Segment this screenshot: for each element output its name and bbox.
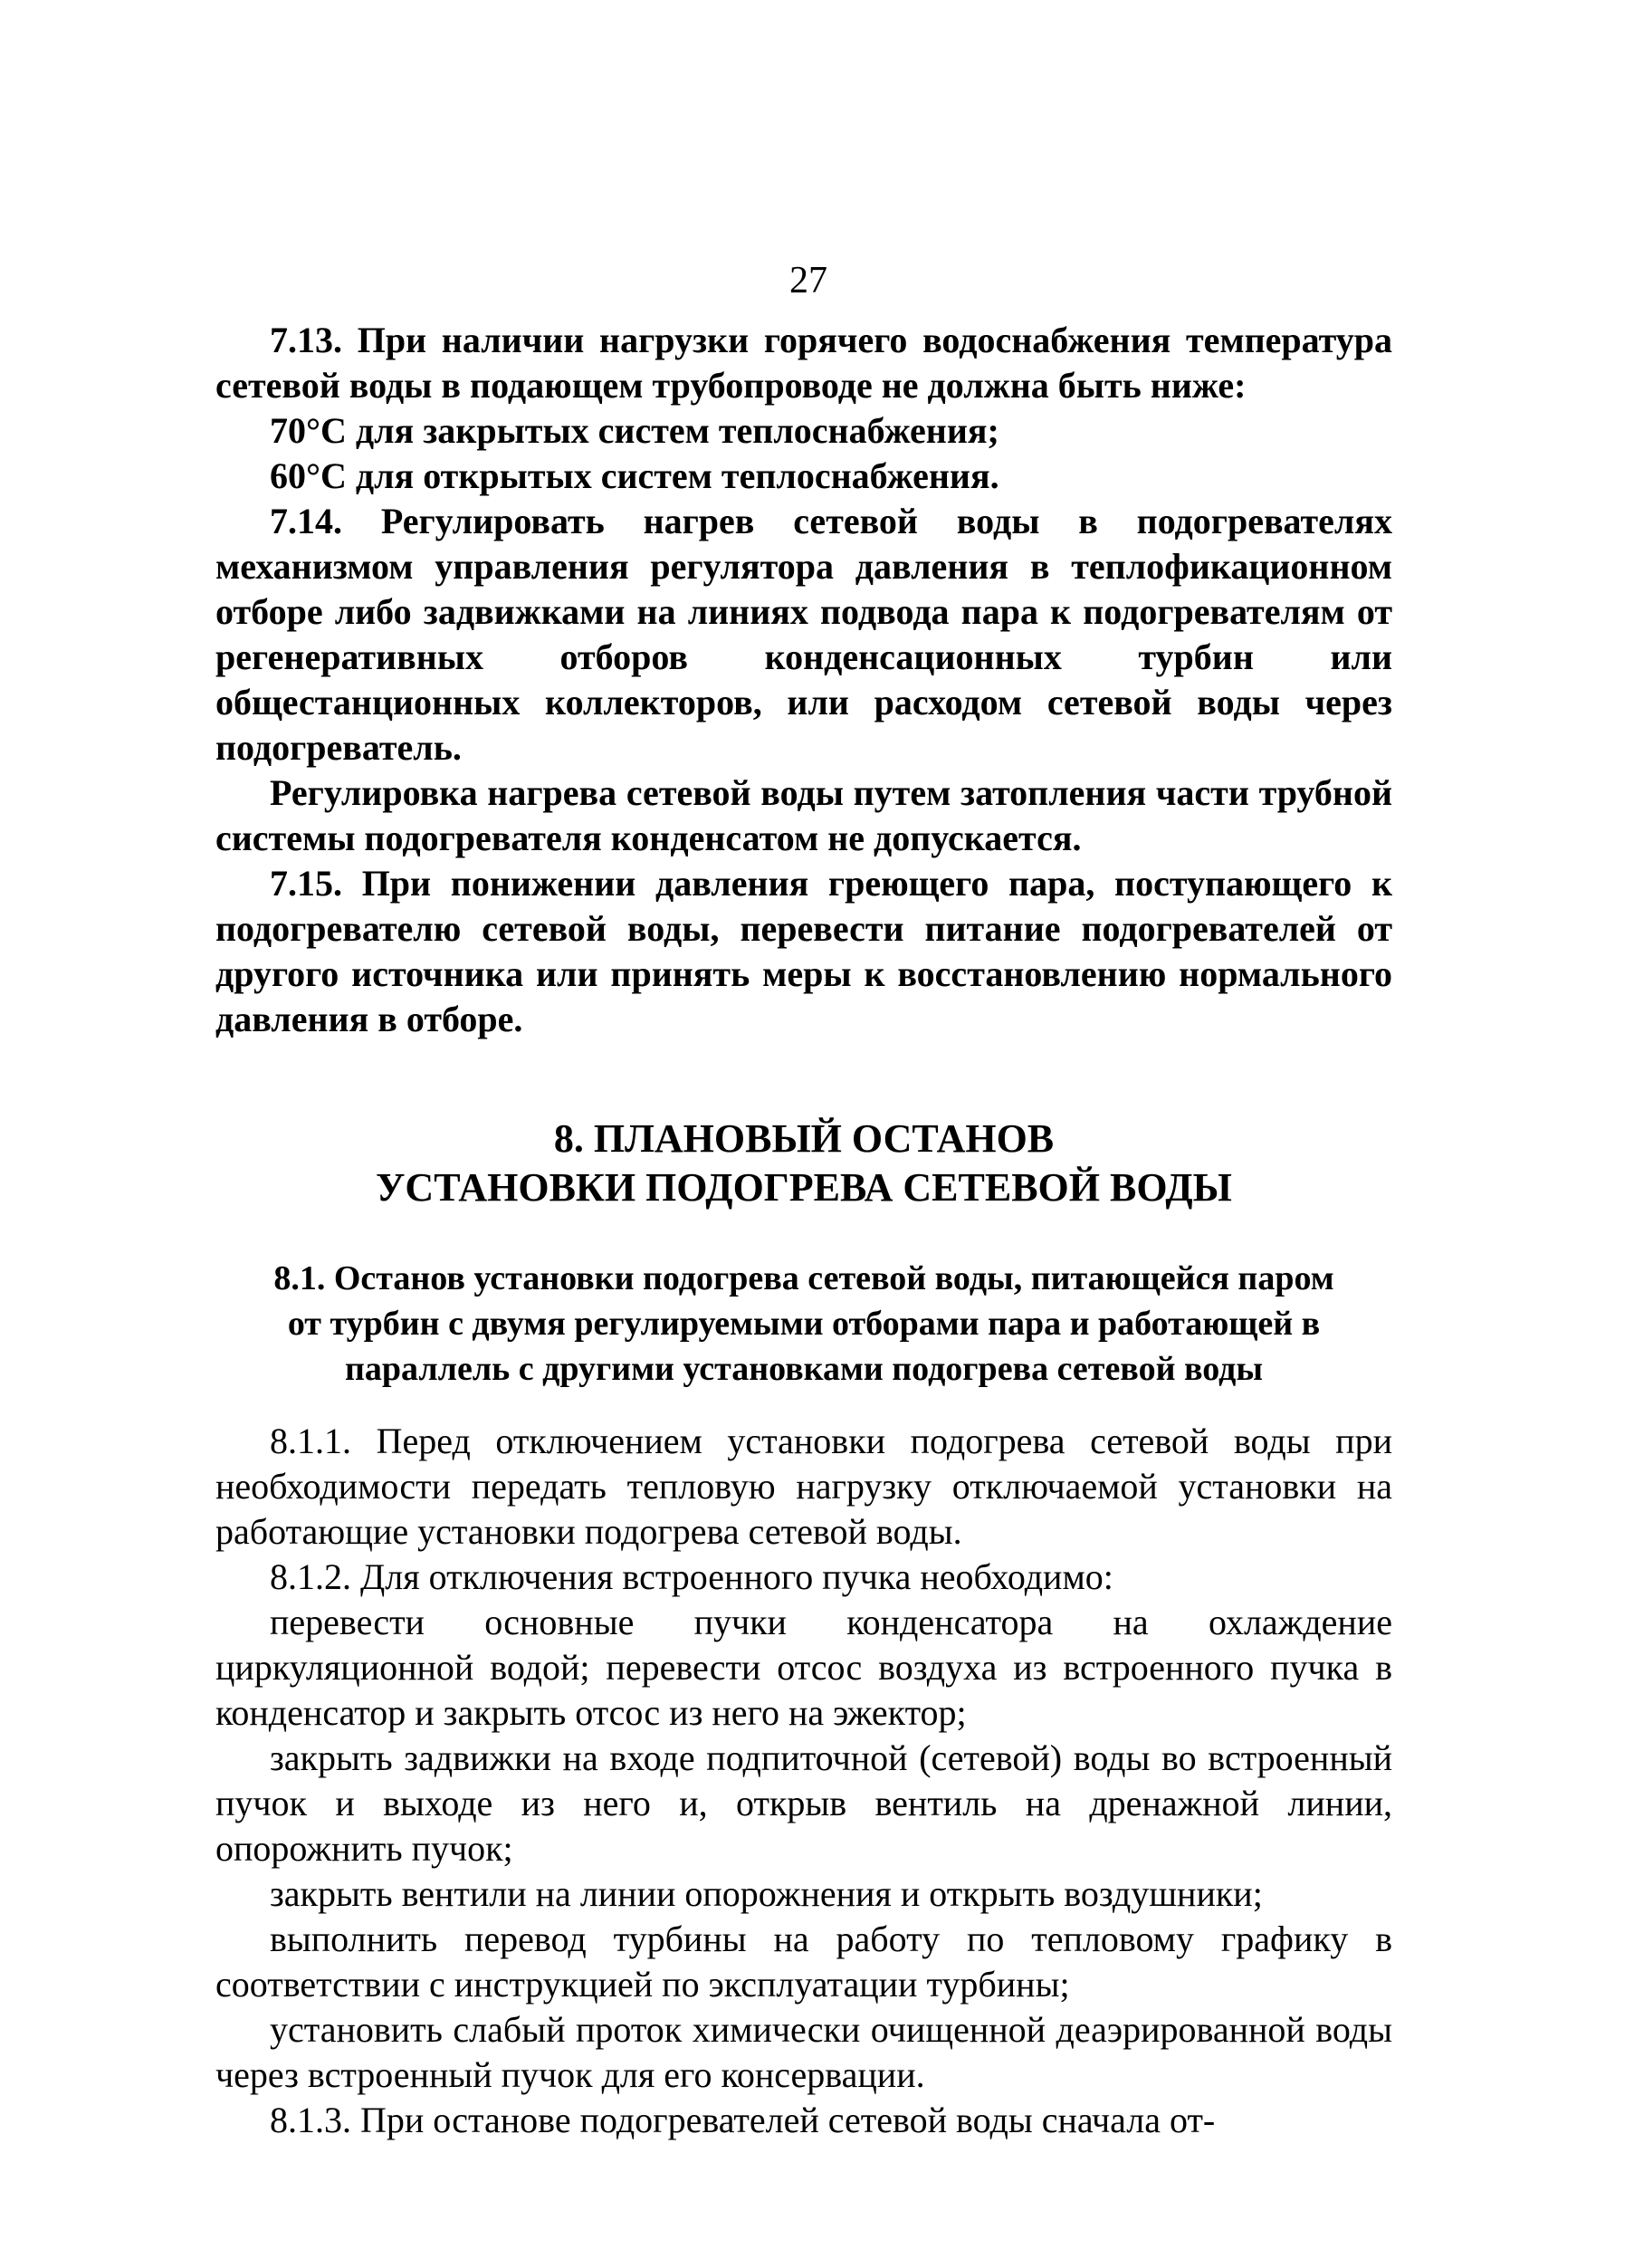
temperature-open-systems: 60°С для открытых систем теплоснабжения. [270, 455, 999, 496]
page-number: 27 [789, 260, 827, 301]
step-item: закрыть задвижки на входе подпиточной (сетевой) воды во встроенный пучок и выходе из него и, открыв вентиль на дренажной линии, опорожнить пучок; [215, 1737, 1392, 1869]
temperature-closed-systems: 70°С для закрытых систем теплоснабжения; [270, 410, 999, 451]
section-8-title-line1: 8. ПЛАНОВЫЙ ОСТАНОВ [553, 1116, 1055, 1161]
paragraph-8-1-2: 8.1.2. Для отключения встроенного пучка необходимо: [270, 1556, 1113, 1597]
step-item: выполнить перевод турбины на работу по тепловому графику в соответствии с инструкцией по эксплуатации турбины; [215, 1919, 1392, 2005]
paragraph-7-13: 7.13. При наличии нагрузки горячего водоснабжения температура сетевой воды в подающем трубопроводе не должна быть ниже: [215, 320, 1392, 406]
paragraph-8-1-1: 8.1.1. Перед отключением установки подогрева сетевой воды при необходимости передать тепловую нагрузку отключаемой установки на работающие установки подогрева сетевой воды. [215, 1421, 1392, 1552]
paragraph-8-1-3: 8.1.3. При останове подогревателей сетевой воды сначала от- [270, 2100, 1216, 2140]
document-page [215, 258, 1392, 2143]
step-item: установить слабый проток химически очищенной деаэрированной воды через встроенный пучок для его консервации. [215, 2009, 1392, 2095]
paragraph-7-14: 7.14. Регулировать нагрев сетевой воды в подогревателях механизмом управления регулятора давления в теплофикационном отборе либо задвижками на линиях подвода пара к подогревателям от регенеративных отборов конденсационных турбин или общестанционных коллекторов, или расходом сетевой воды через подогреватель. [215, 501, 1392, 768]
paragraph-7-14-note: Регулировка нагрева сетевой воды путем затопления части трубной системы подогревателя конденсатом не допускается. [215, 772, 1392, 858]
paragraph-7-15: 7.15. При понижении давления греющего пара, поступающего к подогревателю сетевой воды, перевести питание подогревателей от другого источника или принять меры к восстановлению нормального давления в отборе. [215, 863, 1392, 1039]
step-item: закрыть вентили на линии опорожнения и открыть воздушники; [270, 1873, 1263, 1914]
section-8-title-line2: УСТАНОВКИ ПОДОГРЕВА СЕТЕВОЙ ВОДЫ [376, 1165, 1232, 1210]
section-8-title [215, 1115, 1392, 1212]
subsection-8-1-title: 8.1. Останов установки подогрева сетевой воды, питающейся паром от турбин с двумя регулируемыми отборами пара и работающей в параллель с другими установками подогрева сетевой воды [273, 1259, 1334, 1388]
step-item: перевести основные пучки конденсатора на охлаждение циркуляционной водой; перевести отсос воздуха из встроенного пучка в конденсатор и закрыть отсос из него на эжектор; [215, 1602, 1392, 1733]
